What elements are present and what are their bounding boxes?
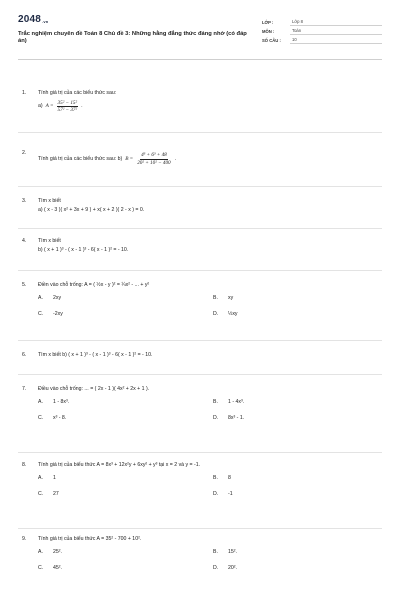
option-letter: D.	[213, 491, 219, 497]
question-2	[22, 150, 382, 166]
meta-subject-label: MÔN :	[262, 28, 275, 34]
option-letter: A.	[38, 474, 43, 481]
option-text: 20².	[228, 565, 237, 571]
option-letter: D.	[213, 311, 219, 317]
option-letter: C.	[38, 415, 44, 421]
brand-logo	[18, 14, 248, 27]
option-text: xy	[228, 294, 234, 301]
question-number: 3.	[22, 198, 27, 204]
sub-label: a)	[38, 103, 43, 110]
option-letter: B.	[213, 548, 218, 555]
question-divider	[18, 452, 382, 453]
option-letter: C.	[38, 311, 44, 317]
option-d[interactable]	[213, 565, 388, 572]
question-9	[22, 536, 382, 572]
answer-options	[38, 475, 382, 498]
option-text: x³ - 8.	[53, 415, 67, 421]
option-b[interactable]	[213, 399, 388, 406]
option-d[interactable]	[213, 491, 388, 498]
question-text: Tính giá trị của các biểu thức sau: b)	[38, 155, 123, 162]
question-divider	[18, 186, 382, 187]
expr-lhs: A =	[45, 103, 54, 110]
option-letter: A.	[38, 548, 43, 555]
option-c[interactable]	[38, 565, 213, 572]
option-text: ½xy	[228, 311, 238, 317]
question-7	[22, 386, 382, 422]
option-text: -2xy	[53, 311, 63, 317]
question-6	[22, 352, 382, 361]
fraction-numerator: 4³ + 6³ + 48	[141, 152, 167, 158]
question-divider	[18, 374, 382, 375]
question-text: Điền vào chỗ trống: A = ( ½x - y )² = ¼x² - ... + y²	[38, 282, 150, 288]
option-letter: C.	[38, 491, 44, 497]
question-number: 4.	[22, 238, 27, 244]
option-text: 1	[53, 474, 56, 481]
meta-count-row	[262, 36, 382, 45]
fraction	[57, 100, 79, 114]
question-number: 8.	[22, 462, 27, 468]
option-b[interactable]	[213, 475, 388, 482]
question-number: 2.	[22, 150, 27, 156]
document-header	[18, 14, 382, 60]
option-letter: B.	[213, 474, 218, 481]
fraction-numerator: 35² − 15²	[57, 99, 78, 106]
option-text: -1	[228, 491, 233, 497]
option-a[interactable]	[38, 295, 213, 302]
question-divider	[18, 132, 382, 133]
option-letter: C.	[38, 565, 44, 571]
meta-class-row	[262, 18, 382, 27]
option-text: 15².	[228, 548, 237, 555]
question-text: Tìm x biết	[38, 198, 61, 204]
question-sub: b) ( x + 1 )³ - ( x - 1 )³ - 6( x - 1 )² = - 10.	[38, 246, 129, 253]
option-text: 1 - 8x³.	[53, 398, 70, 405]
question-number: 9.	[22, 536, 27, 542]
question-8	[22, 462, 382, 498]
question-text: Tính giá trị của biểu thức A = 8x³ + 12x²y + 6xy² + y³ tại x = 2 và y = -1.	[38, 462, 201, 468]
option-d[interactable]	[213, 311, 388, 318]
option-c[interactable]	[38, 311, 213, 318]
question-text: Tìm x biết	[38, 238, 61, 244]
meta-count-value: 10	[290, 37, 382, 44]
fraction	[136, 152, 171, 166]
option-letter: A.	[38, 398, 43, 405]
question-text: Tìm x biết b) ( x + 1 )³ - ( x - 1 )³ - 6( x - 1 )² = - 10.	[38, 352, 153, 358]
meta-subject-row	[262, 27, 382, 36]
option-text: 25².	[53, 548, 62, 555]
document-title: Trắc nghiệm chuyên đề Toán 8 Chủ đề 3: Những hằng đẳng thức đáng nhớ (có đáp án)	[18, 30, 247, 45]
expr-tail: .	[174, 155, 177, 162]
option-letter: B.	[213, 398, 218, 405]
brand-name: 2048	[18, 14, 42, 25]
question-divider	[18, 228, 382, 229]
question-sub	[38, 100, 382, 114]
question-3	[22, 198, 382, 215]
answer-options	[38, 295, 382, 318]
question-5	[22, 282, 382, 318]
question-4	[22, 238, 382, 255]
option-letter: B.	[213, 294, 218, 301]
option-b[interactable]	[213, 295, 388, 302]
option-text: 8	[228, 474, 231, 481]
meta-class-value: Lớp 8	[290, 19, 382, 26]
option-letter: A.	[38, 294, 43, 301]
option-text: 2xy	[53, 294, 62, 301]
question-number: 7.	[22, 386, 27, 392]
option-c[interactable]	[38, 415, 213, 422]
option-letter: D.	[213, 415, 219, 421]
option-a[interactable]	[38, 475, 213, 482]
question-text: Tính giá trị của các biểu thức sau:	[38, 90, 117, 96]
option-b[interactable]	[213, 549, 388, 556]
expr-lhs: B =	[125, 155, 134, 162]
meta-subject-value: Toán	[290, 28, 382, 35]
option-a[interactable]	[38, 549, 213, 556]
question-divider	[18, 340, 382, 341]
option-text: 27	[53, 491, 59, 497]
question-text: Điều vào chỗ trống: ... = ( 2x - 1 )( 4x² + 2x + 1 ).	[38, 386, 150, 392]
question-text: Tính giá trị của biểu thức A = 35² - 700 + 10².	[38, 536, 142, 542]
answer-options	[38, 549, 382, 572]
meta-panel	[262, 18, 382, 45]
answer-options	[38, 399, 382, 422]
question-number: 6.	[22, 352, 27, 358]
option-c[interactable]	[38, 491, 213, 498]
question-divider	[18, 270, 382, 271]
option-text: 45².	[53, 565, 62, 571]
option-text: 8x³ - 1.	[228, 415, 245, 421]
question-number: 1.	[22, 90, 27, 96]
header-left	[18, 14, 248, 46]
option-d[interactable]	[213, 415, 388, 422]
meta-count-label: SỐ CÂU :	[262, 37, 281, 43]
option-a[interactable]	[38, 399, 213, 406]
fraction-denominator: 57² − 37²	[57, 107, 78, 113]
meta-class-label: LỚP :	[262, 19, 274, 25]
question-sub: a) ( x - 3 )( x² + 3x + 9 ) + x( x + 2 )( 2 - x ) = 0.	[38, 206, 145, 213]
question-number: 5.	[22, 282, 27, 288]
question-1	[22, 90, 382, 114]
question-divider	[18, 528, 382, 529]
option-letter: D.	[213, 565, 219, 571]
option-text: 1 - 4x³.	[228, 398, 245, 405]
brand-suffix: .vn	[42, 19, 49, 24]
fraction-denominator: 20² + 10² − 400	[137, 159, 171, 166]
expr-tail: .	[81, 103, 83, 110]
